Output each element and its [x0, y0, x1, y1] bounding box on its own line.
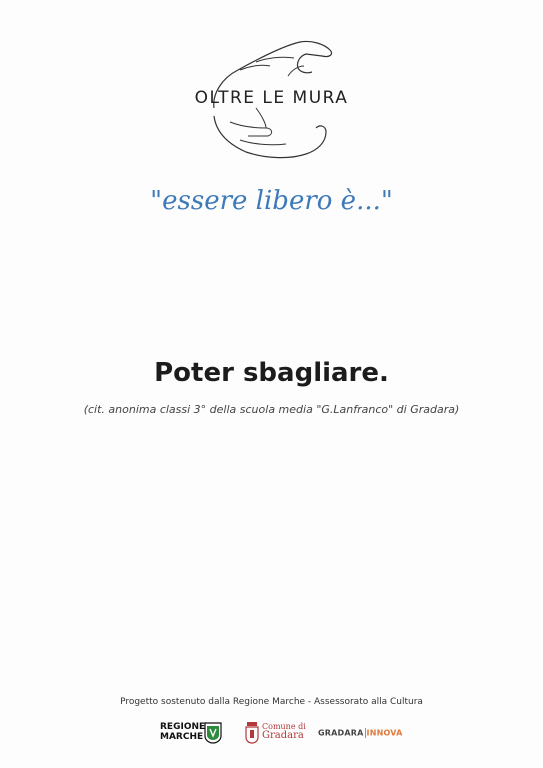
- regione-line1: REGIONE: [160, 722, 206, 732]
- headline: Poter sbagliare.: [154, 358, 389, 388]
- citation: (cit. anonima classi 3° della scuola media "G.Lanfranco" di Gradara): [83, 403, 460, 416]
- oltre-le-mura-logo: [0, 36, 543, 166]
- gradara-innova-logo: [318, 728, 403, 738]
- regione-shield-icon: [204, 722, 222, 744]
- quote-text: "essere libero è...": [150, 186, 393, 216]
- gradara-word: GRADARA: [318, 728, 364, 738]
- regione-marche-logo: [160, 722, 205, 742]
- support-text: Progetto sostenuto dalla Regione Marche - Assessorato alla Cultura: [120, 697, 423, 707]
- comune-line2: Gradara: [262, 730, 304, 741]
- logo-title: OLTRE LE MURA: [194, 88, 349, 108]
- comune-crest-icon: [244, 721, 260, 745]
- comune-di-gradara-logo: [262, 722, 306, 740]
- regione-line2: MARCHE: [160, 732, 204, 742]
- sponsor-logos: [0, 718, 543, 748]
- innova-word: INNOVA: [366, 728, 403, 738]
- comune-line1: Comune di: [262, 722, 306, 731]
